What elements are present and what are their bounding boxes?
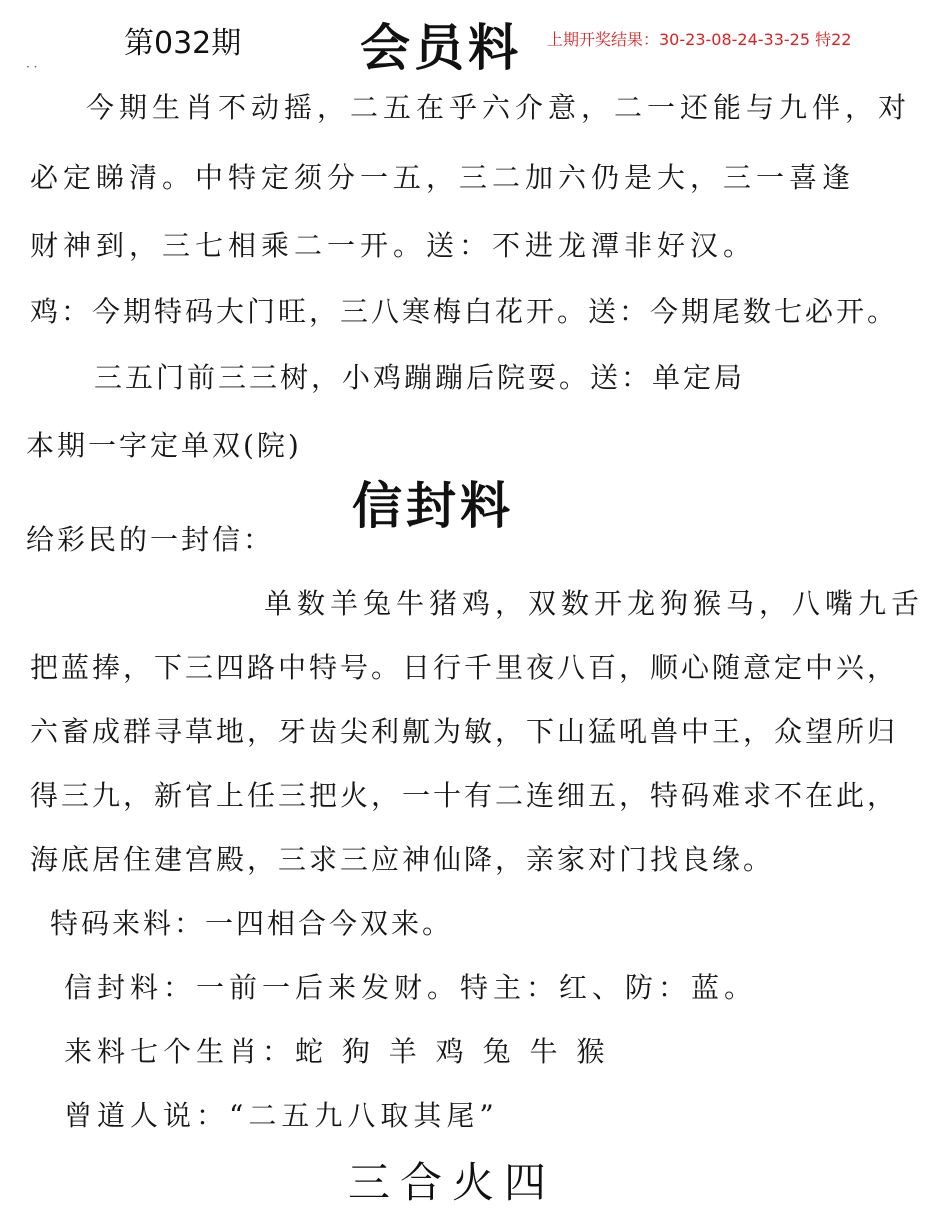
zeng-says-line: 曾道人说：“二五九八取其尾” bbox=[64, 1099, 499, 1132]
issue-number: 第032期 bbox=[124, 26, 242, 61]
letter-line-5: 海底居住建宫殿，三求三应神仙降，亲家对门找良缘。 bbox=[30, 843, 775, 876]
letter-line-2: 把蓝捧，下三四路中特号。日行千里夜八百，顺心随意定中兴， bbox=[30, 651, 899, 684]
member-line-1: 今期生肖不动摇，二五在乎六介意，二一还能与九伴，对 bbox=[86, 91, 912, 124]
last-draw-result: 上期开奖结果：30-23-08-24-33-25 特22 bbox=[547, 30, 852, 49]
seven-zodiacs-line: 来料七个生肖：蛇 狗 羊 鸡 兔 牛 猴 bbox=[64, 1035, 610, 1068]
scan-mark: · · bbox=[26, 60, 38, 74]
footer-title: 三合火四 bbox=[348, 1158, 557, 1207]
section-title-letter: 信封料 bbox=[352, 477, 514, 535]
letter-greeting: 给彩民的一封信： bbox=[26, 523, 275, 556]
member-line-2: 必定睇清。中特定须分一五，三二加六仍是大，三一喜逢 bbox=[30, 161, 856, 194]
special-source-line: 特码来料：一四相合今双来。 bbox=[50, 907, 454, 940]
member-line-5: 三五门前三三树，小鸡蹦蹦后院耍。送：单定局 bbox=[94, 361, 746, 394]
letter-line-3: 六畜成群寻草地，牙齿尖利鼿为敏，下山猛吼兽中王，众望所归 bbox=[30, 715, 899, 748]
member-line-6: 本期一字定单双(院) bbox=[26, 429, 302, 462]
member-line-4: 鸡：今期特码大门旺，三八寒梅白花开。送：今期尾数七必开。 bbox=[30, 295, 899, 328]
member-line-3: 财神到，三七相乘二一开。送：不进龙潭非好汉。 bbox=[30, 229, 757, 262]
letter-line-1: 单数羊兔牛猪鸡，双数开龙狗猴马，八嘴九舌 bbox=[264, 587, 925, 620]
envelope-note-line: 信封料：一前一后来发财。特主：红、防：蓝。 bbox=[64, 971, 758, 1004]
letter-line-4: 得三九，新官上任三把火，一十有二连细五，特码难求不在此， bbox=[30, 779, 899, 812]
page-title: 会员料 bbox=[360, 19, 522, 77]
